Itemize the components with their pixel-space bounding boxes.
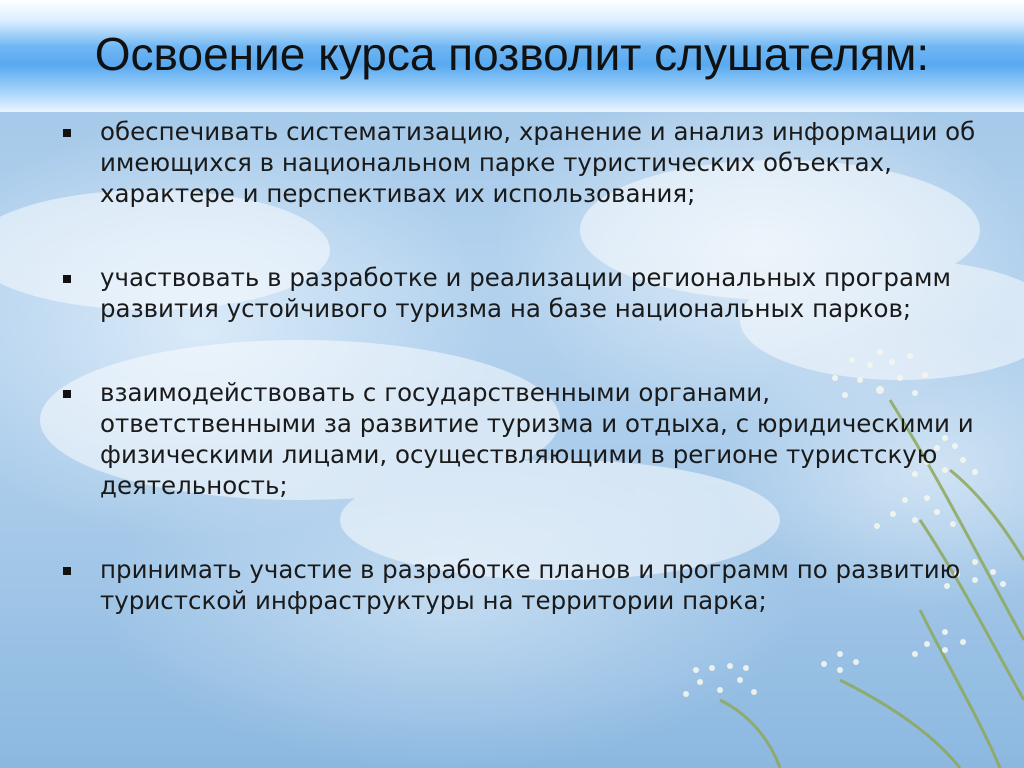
bullet-text: принимать участие в разработке планов и программ по развитию туристской инфраструктуры на территории парка;	[100, 555, 961, 615]
bullet-text: обеспечивать систематизацию, хранение и анализ информации об имеющихся в национальном парке туристических объектах, характере и перспективах их использования;	[100, 117, 976, 208]
square-bullet-icon	[63, 390, 71, 398]
list-item	[60, 554, 990, 616]
list-item	[60, 377, 990, 501]
bullet-text: взаимодействовать с государственными органами, ответственными за развитие туризма и отдыха, с юридическими и физическими лицами, осуществляющими в регионе туристскую деятельность;	[100, 378, 974, 500]
list-item	[60, 262, 990, 324]
square-bullet-icon	[63, 129, 71, 137]
square-bullet-icon	[63, 567, 71, 575]
bullet-list	[60, 112, 990, 616]
slide-title: Освоение курса позволит слушателям:	[94, 28, 930, 80]
bullet-text: участвовать в разработке и реализации региональных программ развития устойчивого туризма на базе национальных парков;	[100, 263, 951, 323]
list-item	[60, 116, 990, 209]
square-bullet-icon	[63, 275, 71, 283]
